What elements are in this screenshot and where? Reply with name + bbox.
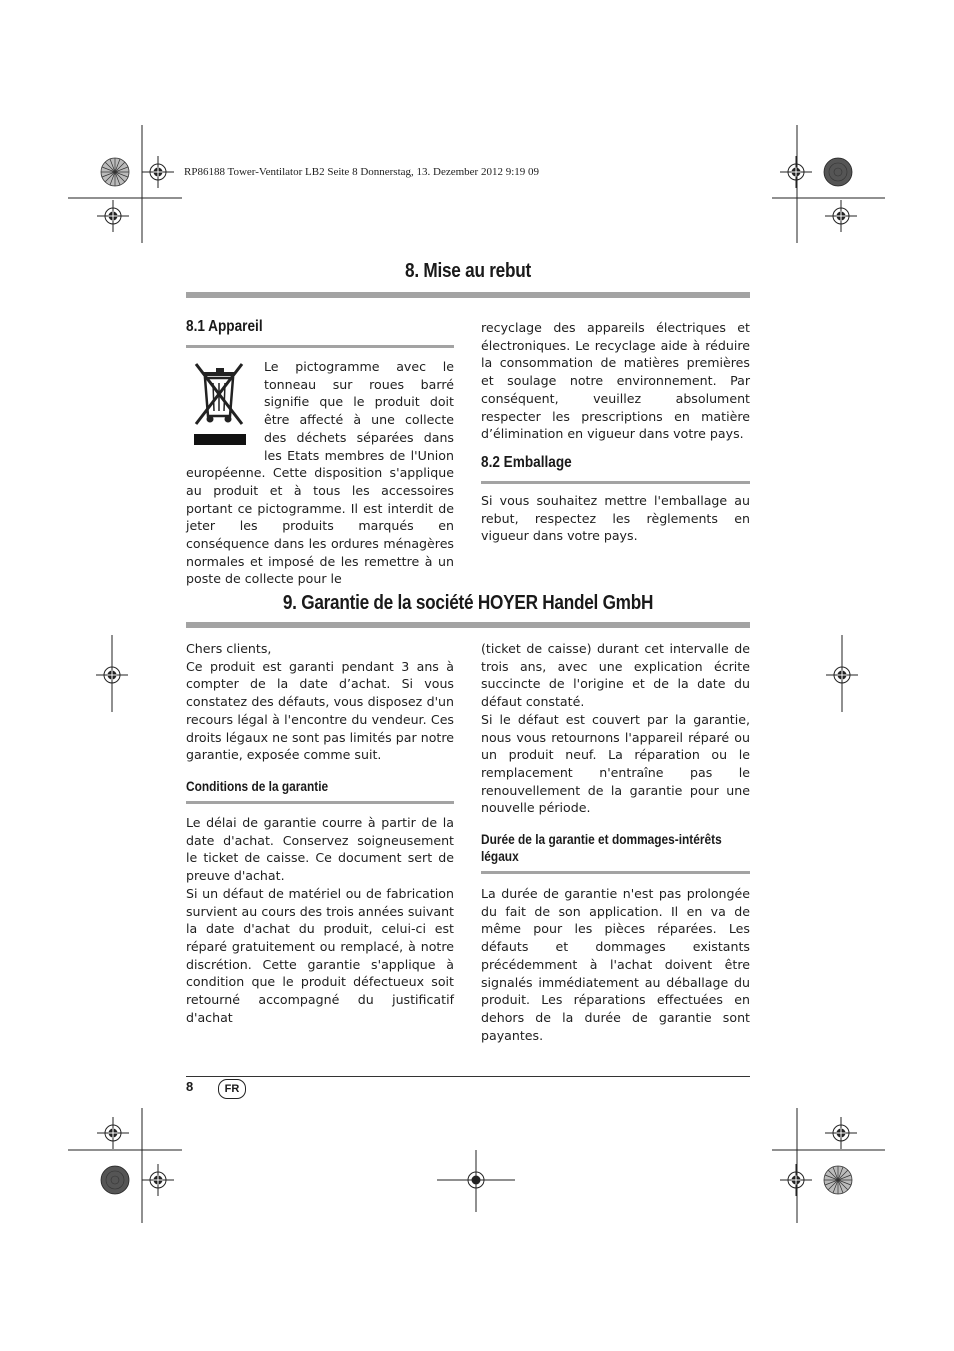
appareil-text-right: recyclage des appareils électriques et électroniques. Le recyclage aide à réduire la consommation de matières premières et soulage notre environnement. Par conséquent, veuillez absolument respecter les prescriptions en matière d’élimination en vigueur dans votre pays. xyxy=(481,320,750,442)
section-9-divider xyxy=(186,622,750,628)
duree-title: Durée de la garantie et dommages-intérêts légaux xyxy=(481,831,722,864)
conditions-column xyxy=(186,814,454,1026)
garantie-left-intro xyxy=(186,640,454,764)
right-text-2: Si le défaut est couvert par la garantie, nous vous retournons l'appareil réparé ou un produit neuf. La réparation ou le remplacement n'entraîne pas le renouvellement de la garantie pour une nouvelle période. xyxy=(481,711,750,816)
appareil-right-column xyxy=(481,319,750,443)
subsection-appareil-title: 8.1 Appareil xyxy=(186,318,263,335)
conditions-text-1: Le délai de garantie courre à partir de la date d'achat. Conservez soigneusement le ticket de caisse. Ce document sert de preuve d'achat. xyxy=(186,815,454,884)
conditions-text-2: Si un défaut de matériel ou de fabrication survient au cours des trois années suivant la date d'achat du produit, celui-ci est réparé gratuitement ou remplacé, à notre discrétion. Cette garantie s'applique à condition que le produit défectueux soit retourné accompagné du justificatif d'achat xyxy=(186,885,454,1025)
section-8-divider xyxy=(186,292,750,298)
emballage-column xyxy=(481,492,750,545)
crossed-out-wheelie-bin-icon xyxy=(186,358,254,448)
duree-divider xyxy=(481,871,750,874)
conditions-divider xyxy=(186,801,454,804)
garantie-right-column xyxy=(481,640,750,817)
conditions-title: Conditions de la garantie xyxy=(186,778,329,794)
greeting-text: Chers clients, xyxy=(186,641,272,656)
section-8-title: 8. Mise au rebut xyxy=(405,260,531,282)
duree-column xyxy=(481,885,750,1044)
language-badge: FR xyxy=(218,1079,246,1099)
subsection-appareil-divider xyxy=(186,345,454,348)
appareil-left-column xyxy=(186,358,454,588)
intro-text: Ce produit est garanti pendant 3 ans à compter de la date d’achat. Si vous constatez des défauts, vous disposez d'un recours légal à l'encontre du vendeur. Ces droits légaux ne sont pas limités par notre garantie, exposée comme suit. xyxy=(186,658,454,763)
subsection-emballage-divider xyxy=(481,481,750,484)
page-number: 8 xyxy=(186,1079,194,1094)
footer-divider xyxy=(186,1076,750,1077)
right-text-1: (ticket de caisse) durant cet intervalle de trois ans, avec une explication écrite succincte de l'origine et de la date du défaut constaté. xyxy=(481,641,750,710)
print-header: RP86188 Tower-Ventilator LB2 Seite 8 Donnerstag, 13. Dezember 2012 9:19 09 xyxy=(184,166,540,178)
section-9-title: 9. Garantie de la société HOYER Handel GmbH xyxy=(282,592,654,614)
appareil-text-left: Le pictogramme avec le tonneau sur roues barré signifie que le produit doit être affecté à une collecte des déchets séparées dans les Etats membres de l'Union européenne. Cette disposition s'applique au produit et à tous les accessoires portant ce pictogramme. Il est interdit de jeter les produits marqués en conséquence dans les ordures ménagères normales et imposé de les remettre à un poste de collecte pour le xyxy=(186,359,454,587)
duree-text: La durée de garantie n'est pas prolongée du fait de son application. Il en va de même pour les pièces réparées. Les défauts et dommages existants précédemment à l'achat doivent être signalés immédiatement au déballage du produit. Les réparations effectuées en dehors de la durée de garantie sont payantes. xyxy=(481,886,750,1043)
emballage-text: Si vous souhaitez mettre l'emballage au rebut, respectez les règlements en vigueur dans votre pays. xyxy=(481,493,750,544)
subsection-emballage-title: 8.2 Emballage xyxy=(481,454,572,471)
